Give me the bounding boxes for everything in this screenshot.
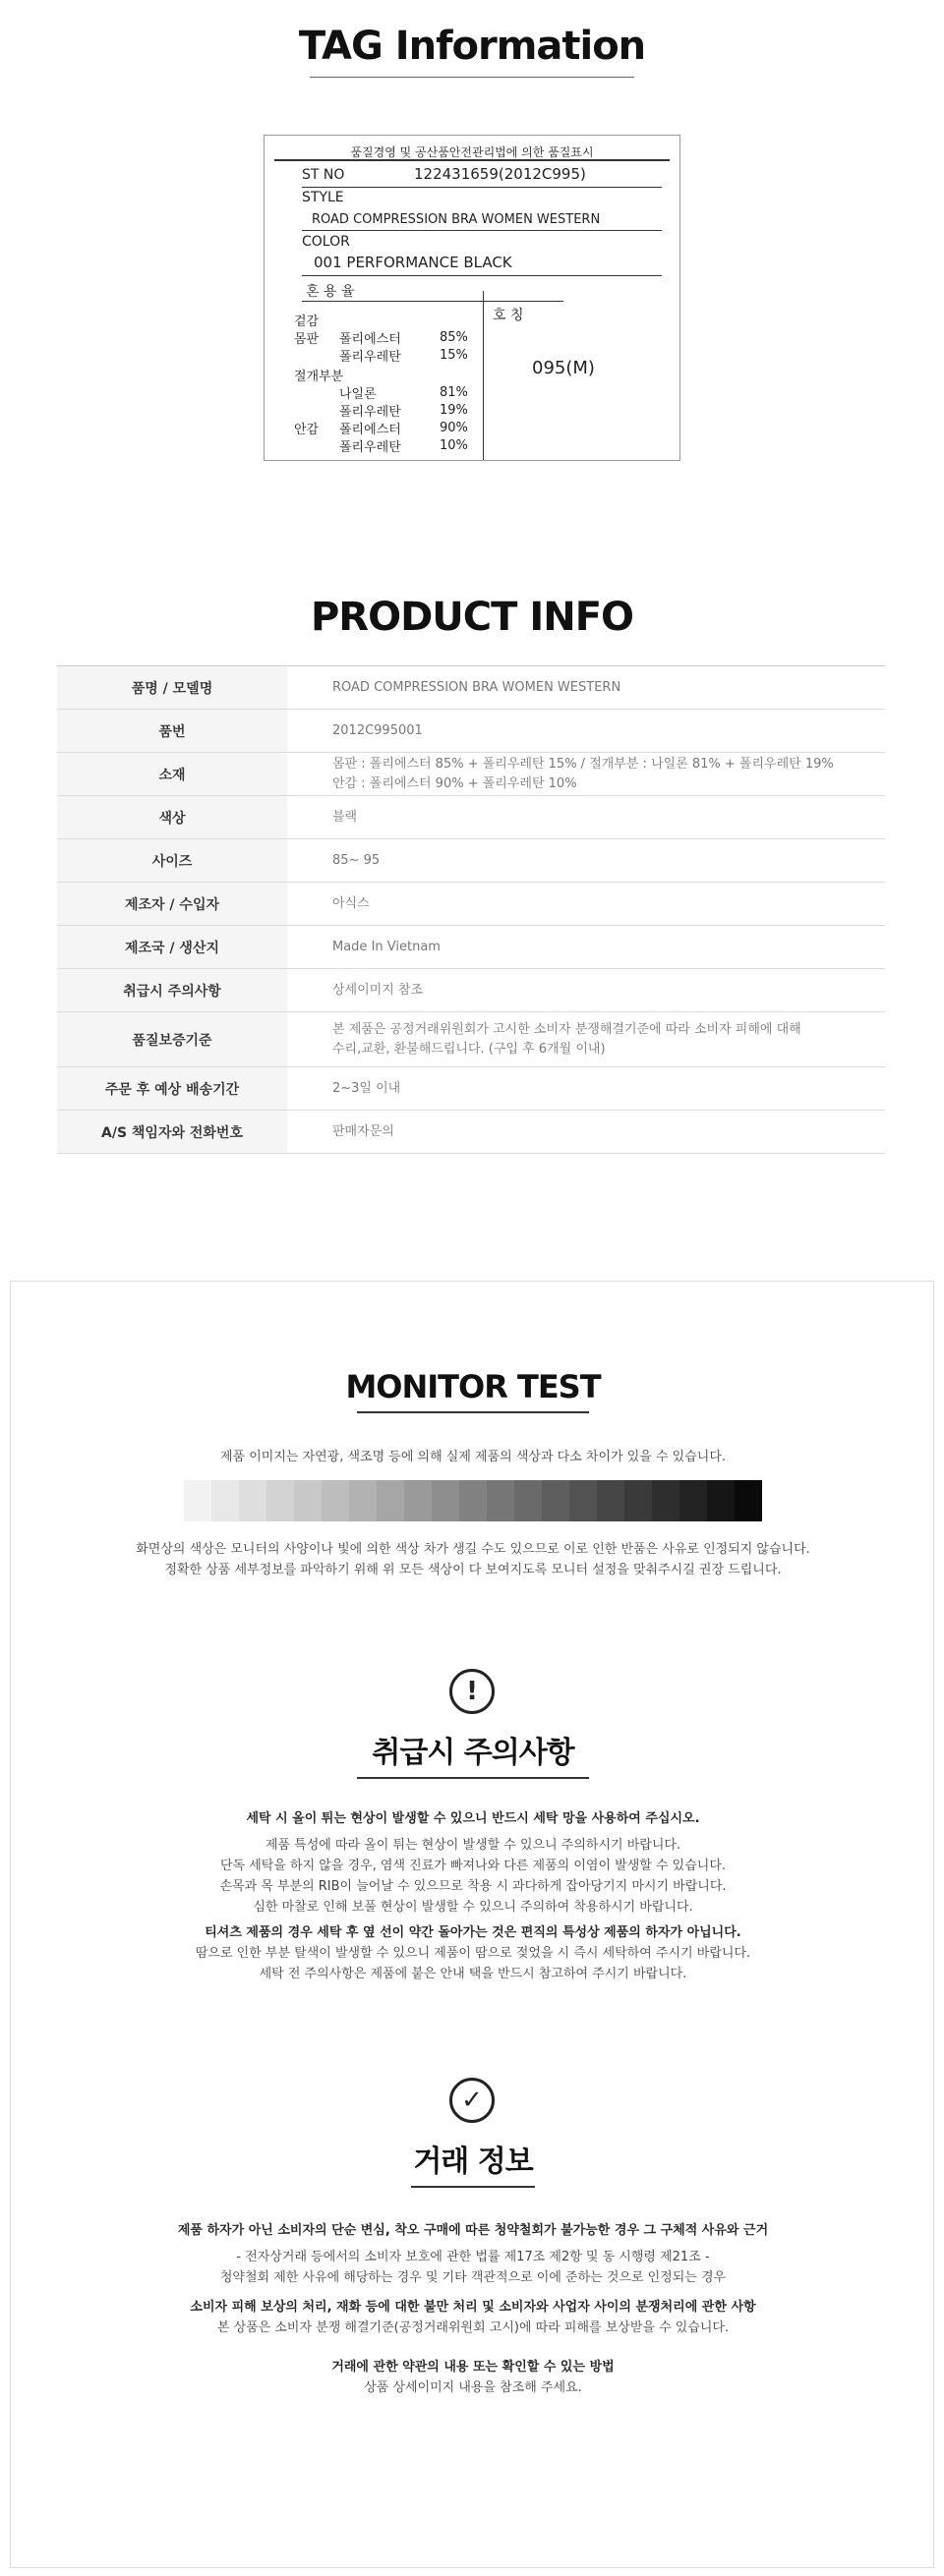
tag-size-value: 095(M)	[532, 358, 595, 378]
row-label: 품질보증기준	[57, 1012, 287, 1066]
row-value	[287, 753, 885, 795]
tag-st-no-value: 122431659(2012C995)	[414, 165, 586, 183]
row-label: 취급시 주의사항	[57, 969, 287, 1011]
row-label: 제조국 / 생산지	[57, 926, 287, 968]
tag-title-underline	[310, 77, 634, 78]
tag-lining-mat2: 폴리우레탄	[339, 440, 401, 455]
row-label: 사이즈	[57, 839, 287, 882]
tag-cut-pct1: 81%	[440, 385, 468, 400]
row-value-text: 블랙	[332, 809, 358, 825]
gray-scale-swatch	[322, 1480, 349, 1521]
care-line-1: 제품 특성에 따라 올이 튀는 현상이 발생할 수 있으니 주의하시기 바랍니다.	[265, 1838, 681, 1853]
trade-line-2: 청약철회 제한 사유에 해당하는 경우 및 기타 객관적으로 이에 준하는 것으로 인정되는 경우	[219, 2270, 727, 2285]
gray-scale-swatch	[404, 1480, 432, 1521]
row-value-text-line2: 수리,교환, 환불해드립니다. (구입 후 6개월 이내)	[332, 1041, 606, 1057]
care-title-wrap	[11, 1728, 935, 1779]
row-label: 소재	[57, 753, 287, 795]
tag-divider	[302, 275, 662, 276]
table-row	[57, 753, 885, 796]
tag-section-title-wrap	[0, 22, 944, 78]
product-info-title: PRODUCT INFO	[310, 595, 634, 640]
row-value	[287, 1111, 885, 1153]
table-row	[57, 710, 885, 753]
row-value-text: 몸판 : 폴리에스터 85% + 폴리우레탄 15% / 절개부분 : 나일론 81% + 폴리우레탄 19%	[332, 756, 834, 772]
trade-line-1: - 전자상거래 등에서의 소비자 보호에 관한 법률 제17조 제2항 및 동 시행령 제21조 -	[236, 2250, 710, 2264]
tag-style-value: ROAD COMPRESSION BRA WOMEN WESTERN	[312, 212, 601, 227]
trade-title-wrap	[11, 2137, 935, 2188]
tag-label-image	[264, 135, 680, 461]
table-row	[57, 1067, 885, 1111]
care-bold-2: 티셔츠 제품의 경우 세탁 후 옆 선이 약간 돌아가는 것은 편직의 특성상 제품의 하자가 아닙니다.	[205, 1925, 741, 1940]
table-row	[57, 796, 885, 839]
gray-scale-swatch	[569, 1480, 597, 1521]
table-row	[57, 883, 885, 926]
row-value-text: ROAD COMPRESSION BRA WOMEN WESTERN	[332, 679, 621, 695]
care-line-6: 세탁 전 주의사항은 제품에 붙은 안내 택을 반드시 참고하여 주시기 바랍니다.	[259, 1967, 687, 1981]
gray-scale-swatch	[624, 1480, 652, 1521]
exclamation-icon: !	[449, 1669, 495, 1714]
tag-body-key: 몸판	[294, 332, 320, 347]
tag-mix-key: 혼 용 율	[306, 284, 355, 300]
tag-body-pct2: 15%	[440, 348, 468, 363]
table-row	[57, 926, 885, 969]
tag-lining-key: 안감	[294, 423, 320, 437]
table-row	[57, 969, 885, 1012]
tag-divider	[302, 187, 662, 188]
table-row	[57, 1111, 885, 1154]
row-label: A/S 책임자와 전화번호	[57, 1111, 287, 1153]
monitor-test-underline	[357, 1411, 589, 1413]
tag-header: 품질경영 및 공산품안전관리법에 의한 품질표시	[274, 136, 670, 161]
trade-bold-3: 거래에 관한 약관의 내용 또는 확인할 수 있는 방법	[331, 2360, 615, 2375]
row-value-text: 상세이미지 참조	[332, 982, 424, 998]
product-info-table	[57, 665, 885, 1154]
tag-st-no-key: ST NO	[302, 167, 345, 183]
monitor-test-title-wrap	[11, 1368, 935, 1413]
tag-body-pct1: 85%	[440, 330, 468, 345]
tag-size-key: 호 칭	[493, 308, 524, 323]
row-value	[287, 1067, 885, 1110]
row-value	[287, 883, 885, 925]
row-value	[287, 796, 885, 838]
tag-cut-mat1: 나일론	[339, 387, 377, 402]
care-underline	[357, 1777, 589, 1779]
tag-body-mat1: 폴리에스터	[339, 332, 401, 347]
row-value-text-line2: 안감 : 폴리에스터 90% + 폴리우레탄 10%	[332, 775, 577, 791]
gray-scale-swatch	[239, 1480, 266, 1521]
tag-lining-mat1: 폴리에스터	[339, 423, 401, 437]
care-title: 취급시 주의사항	[372, 1736, 574, 1770]
check-circle-icon: ✓	[449, 2078, 495, 2123]
gray-scale-swatch	[459, 1480, 487, 1521]
row-value	[287, 666, 885, 709]
gray-scale-swatch	[652, 1480, 679, 1521]
tag-cut-key: 절개부분	[294, 370, 344, 384]
table-row	[57, 1012, 885, 1067]
gray-scale-swatch	[597, 1480, 624, 1521]
gray-scale-swatch	[707, 1480, 735, 1521]
tag-cut-pct2: 19%	[440, 403, 468, 418]
tag-cut-mat2: 폴리우레탄	[339, 405, 401, 420]
trade-line-4: 상품 상세이미지 내용을 참조해 주세요.	[364, 2380, 582, 2395]
care-line-3: 손목과 목 부분의 RIB이 늘어날 수 있으므로 착용 시 과다하게 잡아당기지 마시기 바랍니다.	[219, 1879, 727, 1894]
gray-scale-swatch	[487, 1480, 514, 1521]
row-label: 제조자 / 수입자	[57, 883, 287, 925]
trade-line-3: 본 상품은 소비자 분쟁 해결기준(공정거래위원회 고시)에 따라 피해를 보상받을 수 있습니다.	[216, 2320, 730, 2335]
gray-scale-swatch	[679, 1480, 707, 1521]
product-info-title-wrap	[0, 593, 944, 642]
tag-body-mat2: 폴리우레탄	[339, 350, 401, 365]
gray-scale-swatch	[735, 1480, 762, 1521]
tag-color-key: COLOR	[302, 234, 350, 250]
care-line-2: 단독 세탁을 하지 않을 경우, 염색 진료가 빠져나와 다른 제품의 이염이 발생할 수 있습니다.	[219, 1859, 727, 1873]
care-line-5: 땀으로 인한 부분 탈색이 발생할 수 있으니 제품이 땀으로 젖었을 시 즉시 세탁하여 주시기 바랍니다.	[195, 1946, 751, 1961]
row-value	[287, 1012, 885, 1066]
row-value-text: 2012C995001	[332, 722, 423, 738]
tag-color-value: 001 PERFORMANCE BLACK	[314, 254, 512, 271]
gray-scale-swatch	[266, 1480, 294, 1521]
row-value-text: 2~3일 이내	[332, 1080, 401, 1096]
row-label: 품명 / 모델명	[57, 666, 287, 709]
gray-scale-swatch	[211, 1480, 239, 1521]
gray-scale-swatch	[432, 1480, 459, 1521]
care-line-4: 심한 마찰로 인해 보풀 현상이 발생할 수 있으니 주의하여 착용하시기 바랍니다.	[253, 1900, 693, 1915]
tag-outer-key: 겉감	[294, 315, 320, 329]
monitor-test-title: MONITOR TEST	[345, 1368, 601, 1405]
tag-divider	[302, 230, 662, 231]
row-label: 품번	[57, 710, 287, 752]
trade-bold-2: 소비자 피해 보상의 처리, 재화 등에 대한 불만 처리 및 소비자와 사업자 사이의 분쟁처리에 관한 사항	[190, 2300, 756, 2315]
row-value-text: 본 제품은 공정거래위원회가 고시한 소비자 분쟁해결기준에 따라 소비자 피해에 대해	[332, 1021, 801, 1037]
table-row	[57, 666, 885, 710]
gray-scale-swatch	[349, 1480, 377, 1521]
table-row	[57, 839, 885, 883]
care-bold-1: 세탁 시 올이 튀는 현상이 발생할 수 있으니 반드시 세탁 망을 사용하여 주십시오.	[246, 1811, 700, 1826]
guide-box	[10, 1281, 934, 2568]
gray-scale-swatch	[542, 1480, 569, 1521]
row-label: 주문 후 예상 배송기간	[57, 1067, 287, 1110]
row-label: 색상	[57, 796, 287, 838]
row-value-text: 아식스	[332, 895, 370, 911]
row-value-text: 85~ 95	[332, 852, 381, 868]
trade-underline	[411, 2186, 535, 2188]
gray-scale-swatch	[184, 1480, 211, 1521]
tag-lining-pct1: 90%	[440, 421, 468, 435]
gray-scale-bar	[184, 1480, 762, 1521]
monitor-test-note-1: 화면상의 색상은 모니터의 사양이나 빛에 의한 색상 차가 생길 수도 있으므로 이로 인한 반품은 사유로 인정되지 않습니다.	[136, 1542, 810, 1557]
tag-vertical-divider	[483, 291, 484, 460]
tag-title: TAG Information	[298, 24, 646, 69]
tag-style-key: STYLE	[302, 190, 344, 205]
row-value	[287, 926, 885, 968]
row-value-text: Made In Vietnam	[332, 939, 441, 954]
tag-divider	[302, 301, 563, 302]
row-value-text: 판매자문의	[332, 1123, 394, 1139]
gray-scale-swatch	[377, 1480, 404, 1521]
gray-scale-swatch	[294, 1480, 322, 1521]
row-value	[287, 969, 885, 1011]
trade-bold-1: 제품 하자가 아닌 소비자의 단순 변심, 착오 구매에 따른 청약철회가 불가능한 경우 그 구체적 사유와 근거	[177, 2223, 769, 2238]
row-value	[287, 839, 885, 882]
row-value	[287, 710, 885, 752]
gray-scale-swatch	[514, 1480, 542, 1521]
monitor-test-note-2: 정확한 상품 세부정보를 파악하기 위해 위 모든 색상이 다 보여지도록 모니터 설정을 맞춰주시길 권장 드립니다.	[164, 1563, 782, 1577]
tag-lining-pct2: 10%	[440, 438, 468, 453]
monitor-test-intro: 제품 이미지는 자연광, 색조명 등에 의해 실제 제품의 색상과 다소 차이가 있을 수 있습니다.	[219, 1450, 727, 1464]
trade-title: 거래 정보	[413, 2145, 533, 2179]
